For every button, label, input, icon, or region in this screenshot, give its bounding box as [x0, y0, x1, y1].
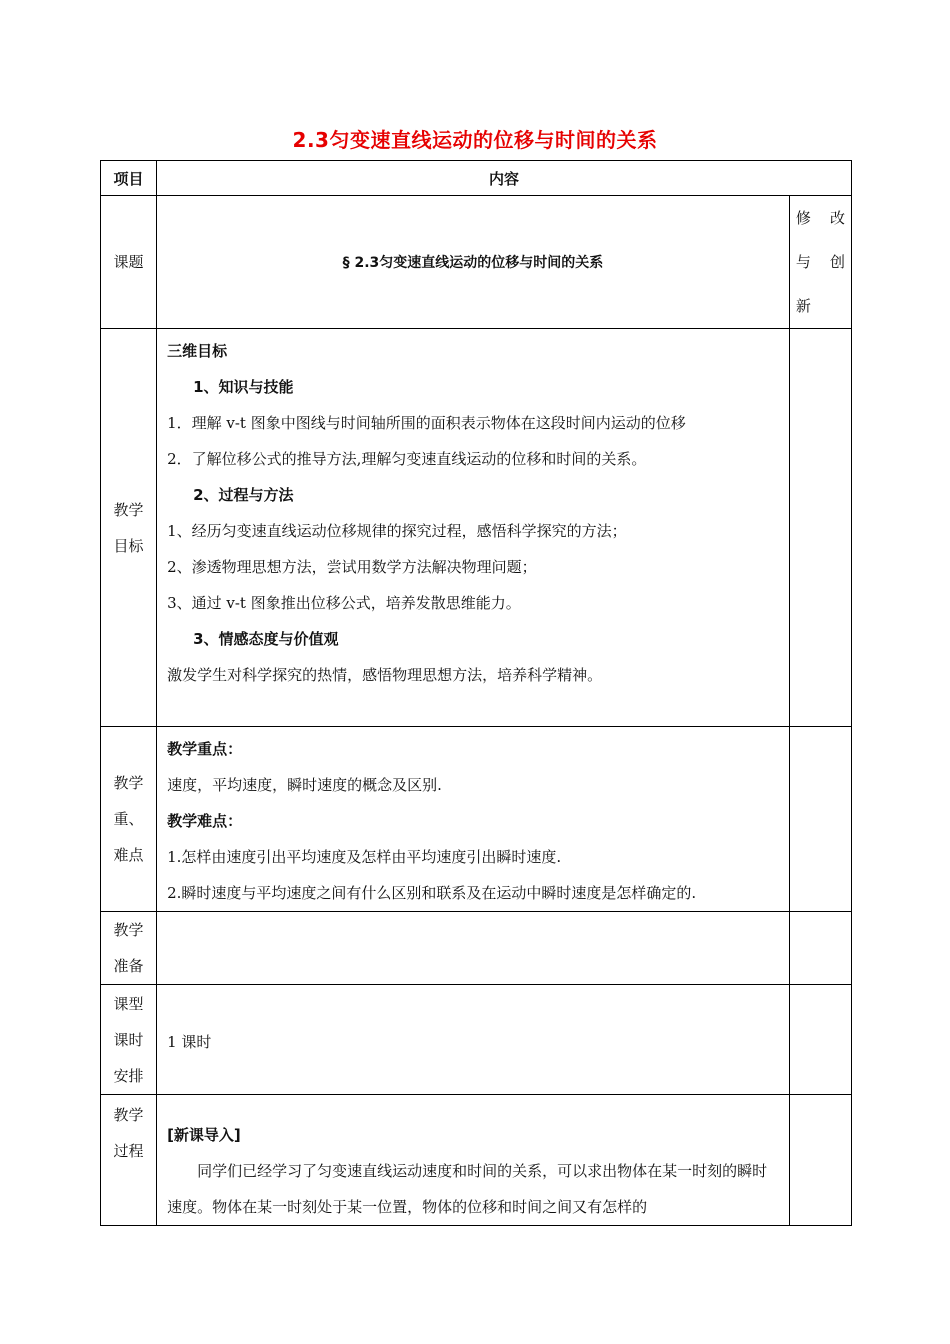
prep-label: 教学 准备	[101, 912, 157, 985]
goals-item: 1、经历匀变速直线运动位移规律的探究过程，感悟科学探究的方法；	[167, 522, 627, 540]
topic-label: 课题	[101, 196, 157, 329]
goals-item: 2、渗透物理思想方法，尝试用数学方法解决物理问题；	[167, 558, 537, 576]
revision-cell	[789, 985, 851, 1095]
prep-row	[101, 912, 852, 985]
difficulty-item: 1.怎样由速度引出平均速度及怎样由平均速度引出瞬时速度.	[167, 848, 562, 866]
schedule-text: 1 课时	[167, 1032, 212, 1051]
process-label: 教学 过程	[101, 1095, 157, 1226]
lesson-plan-table	[100, 160, 852, 1226]
header-item: 项目	[101, 161, 157, 196]
keypoints-content	[157, 727, 790, 912]
process-content	[157, 1095, 790, 1226]
goals-item: 1．理解 v-t 图象中图线与时间轴所围的面积表示物体在这段时间内运动的位移	[167, 414, 686, 432]
goals-item: 激发学生对科学探究的热情，感悟物理思想方法，培养科学精神。	[167, 666, 603, 684]
focus-title: 教学重点：	[167, 740, 243, 758]
process-section-title: [新课导入]	[167, 1126, 241, 1144]
difficulty-title: 教学难点：	[167, 812, 243, 830]
topic-text: § 2.3匀变速直线运动的位移与时间的关系	[157, 196, 790, 329]
goals-item: 2．了解位移公式的推导方法,理解匀变速直线运动的位移和时间的关系。	[167, 450, 647, 468]
schedule-row	[101, 985, 852, 1095]
revision-cell	[789, 329, 851, 727]
revision-cell	[789, 727, 851, 912]
keypoints-row	[101, 727, 852, 912]
schedule-content	[157, 985, 790, 1095]
goals-section-title: 2、过程与方法	[193, 486, 294, 504]
prep-content	[157, 912, 790, 985]
revision-label: 修 改 与 创 新	[789, 196, 851, 329]
goals-section-title: 3、情感态度与价值观	[193, 630, 339, 648]
revision-cell	[789, 1095, 851, 1226]
goals-section-title: 1、知识与技能	[193, 378, 294, 396]
topic-row	[101, 196, 852, 329]
page-title: 2.3匀变速直线运动的位移与时间的关系	[292, 128, 658, 152]
goals-heading: 三维目标	[167, 342, 228, 360]
goals-item: 3、通过 v-t 图象推出位移公式，培养发散思维能力。	[167, 594, 521, 612]
revision-cell	[789, 912, 851, 985]
process-row	[101, 1095, 852, 1226]
header-row	[101, 161, 852, 196]
focus-text: 速度，平均速度，瞬时速度的概念及区别.	[167, 776, 442, 794]
header-content: 内容	[157, 161, 852, 196]
process-text: 同学们已经学习了匀变速直线运动速度和时间的关系，可以求出物体在某一时刻的瞬时速度。物体在某一时刻处于某一位置，物体的位移和时间之间又有怎样的	[167, 1162, 768, 1216]
goals-label: 教学 目标	[101, 329, 157, 727]
difficulty-item: 2.瞬时速度与平均速度之间有什么区别和联系及在运动中瞬时速度是怎样确定的.	[167, 884, 697, 902]
goals-content	[157, 329, 790, 727]
keypoints-label: 教学 重、 难点	[101, 727, 157, 912]
goals-row	[101, 329, 852, 727]
schedule-label: 课型 课时 安排	[101, 985, 157, 1095]
